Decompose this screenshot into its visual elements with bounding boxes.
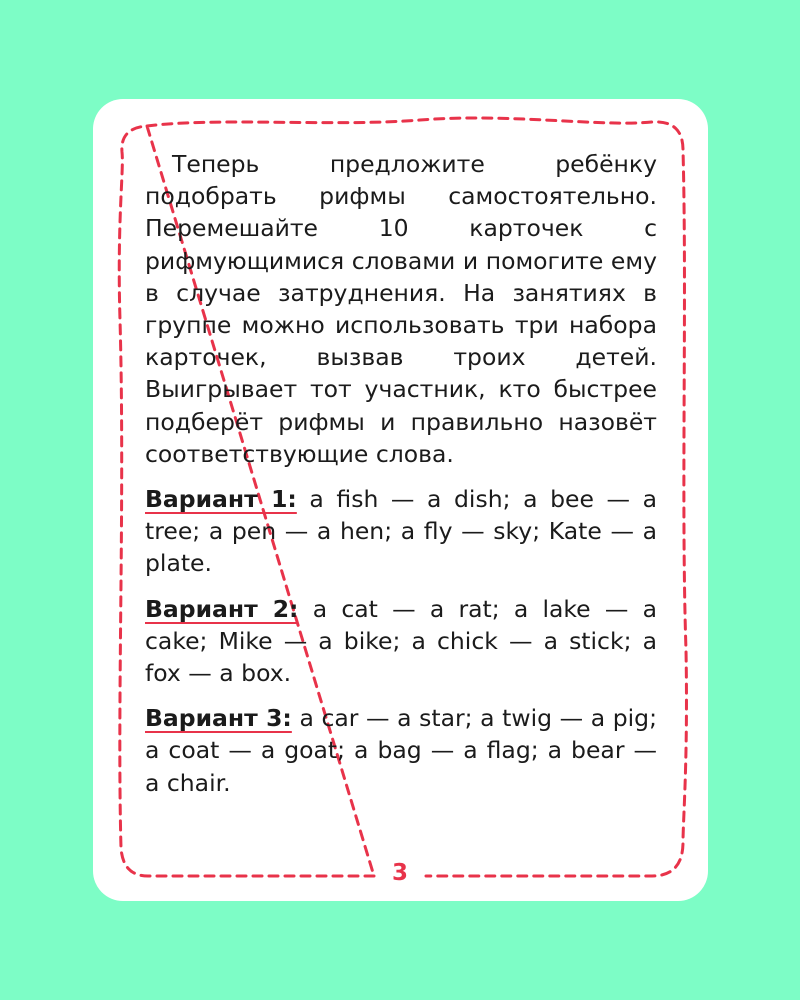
instructions-paragraph: Теперь предложите ребёнку подобрать рифмы самостоятельно. Перемешайте 10 карточек с рифмующимися словами и помогите ему в случае затруднения. На занятиях в группе можно использовать три набора карточек, вызвав троих детей. Выигрывает тот участник, кто быстрее подберёт рифмы и правильно назовёт соответствующие слова. [145, 150, 657, 468]
variant-1 [145, 483, 657, 580]
variant-3-text: a car — a star; a twig — a pig; a coat — a goat; a bag — a flag; a bear — a chair. [145, 704, 658, 797]
variant-3 [145, 702, 657, 799]
variant-3-label: Вариант 3: [145, 704, 292, 733]
card-content [145, 148, 657, 799]
page-number: 3 [380, 858, 420, 888]
variant-1-label: Вариант 1: [145, 485, 297, 514]
variant-2 [145, 593, 657, 690]
variant-2-text: a cat — a rat; a lake — a cake; Mike — a bike; a chick — a stick; a fox — a box. [145, 594, 657, 688]
variant-2-label: Вариант 2: [145, 594, 299, 623]
variant-1-text: a fish — a dish; a bee — a tree; a pen — a hen; a fly — sky; Kate — a plate. [145, 485, 657, 578]
